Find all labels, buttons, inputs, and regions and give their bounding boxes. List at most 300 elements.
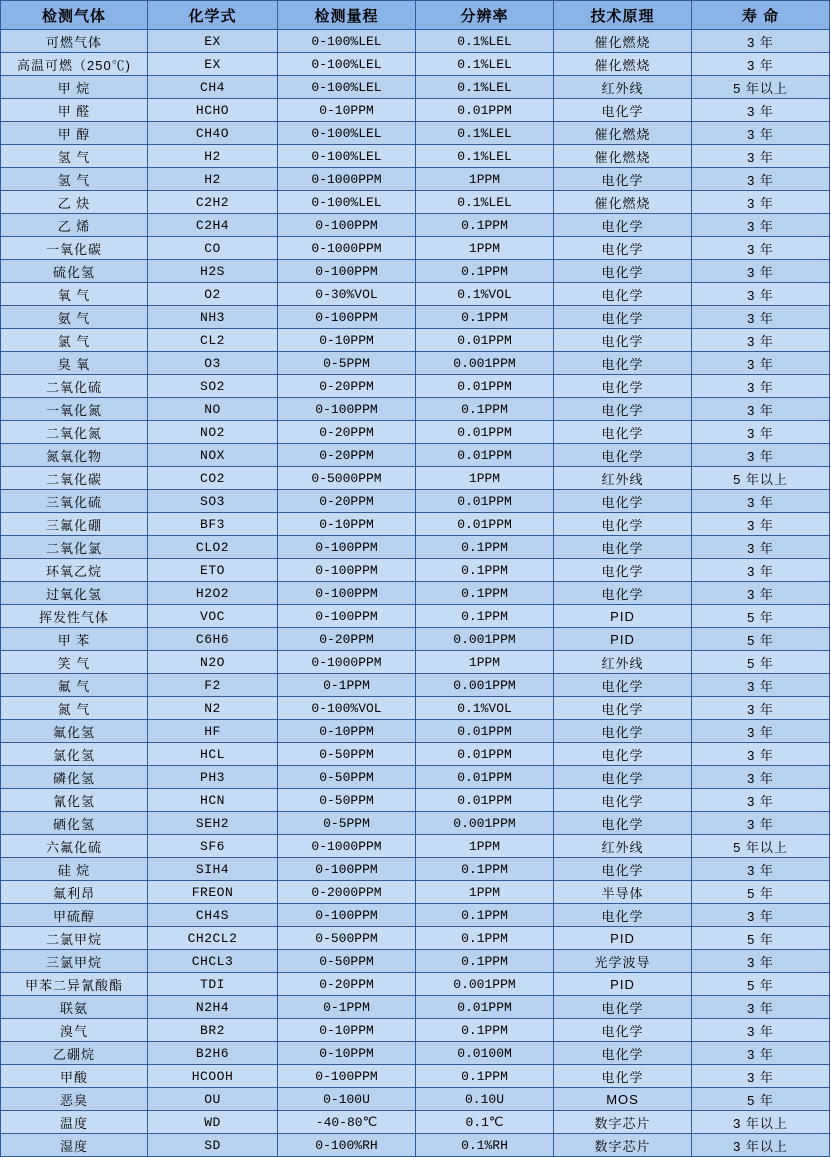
cell-range: 0-100PPM xyxy=(278,260,416,283)
cell-technology: 电化学 xyxy=(554,398,692,421)
table-row xyxy=(1,812,830,835)
table-row xyxy=(1,30,830,53)
cell-range: 0-2000PPM xyxy=(278,881,416,904)
cell-lifetime: 5 年 xyxy=(692,628,830,651)
cell-formula: SEH2 xyxy=(148,812,278,835)
cell-lifetime: 3 年 xyxy=(692,582,830,605)
cell-range: 0-10PPM xyxy=(278,99,416,122)
cell-formula: O2 xyxy=(148,283,278,306)
table-row xyxy=(1,743,830,766)
cell-gas-name: 氯化氢 xyxy=(1,743,148,766)
cell-formula: HCN xyxy=(148,789,278,812)
table-header xyxy=(1,1,830,30)
table-row xyxy=(1,536,830,559)
cell-resolution: 0.1PPM xyxy=(416,559,554,582)
cell-lifetime: 3 年 xyxy=(692,858,830,881)
cell-lifetime: 3 年 xyxy=(692,720,830,743)
cell-resolution: 0.01PPM xyxy=(416,789,554,812)
cell-resolution: 0.1%VOL xyxy=(416,697,554,720)
cell-resolution: 0.01PPM xyxy=(416,766,554,789)
cell-gas-name: 二氧化氯 xyxy=(1,536,148,559)
cell-gas-name: 高温可燃（250℃) xyxy=(1,53,148,76)
cell-resolution: 0.1%LEL xyxy=(416,122,554,145)
cell-technology: PID xyxy=(554,628,692,651)
cell-technology: 半导体 xyxy=(554,881,692,904)
cell-lifetime: 3 年 xyxy=(692,53,830,76)
cell-range: 0-10PPM xyxy=(278,513,416,536)
cell-resolution: 1PPM xyxy=(416,881,554,904)
table-row xyxy=(1,283,830,306)
cell-formula: H2 xyxy=(148,145,278,168)
table-row xyxy=(1,674,830,697)
cell-lifetime: 3 年 xyxy=(692,30,830,53)
cell-lifetime: 3 年 xyxy=(692,375,830,398)
cell-range: 0-100%LEL xyxy=(278,30,416,53)
cell-lifetime: 5 年以上 xyxy=(692,76,830,99)
cell-formula: N2O xyxy=(148,651,278,674)
cell-gas-name: 温度 xyxy=(1,1111,148,1134)
cell-gas-name: 甲 烷 xyxy=(1,76,148,99)
cell-gas-name: 乙硼烷 xyxy=(1,1042,148,1065)
cell-resolution: 0.1PPM xyxy=(416,536,554,559)
cell-resolution: 0.01PPM xyxy=(416,99,554,122)
cell-lifetime: 3 年 xyxy=(692,214,830,237)
table-header-row xyxy=(1,1,830,30)
table-row xyxy=(1,467,830,490)
cell-gas-name: 过氧化氢 xyxy=(1,582,148,605)
cell-range: 0-100PPM xyxy=(278,306,416,329)
cell-formula: N2 xyxy=(148,697,278,720)
cell-lifetime: 5 年以上 xyxy=(692,835,830,858)
cell-lifetime: 3 年 xyxy=(692,329,830,352)
cell-resolution: 0.01PPM xyxy=(416,513,554,536)
cell-technology: 电化学 xyxy=(554,490,692,513)
cell-gas-name: 乙 炔 xyxy=(1,191,148,214)
cell-lifetime: 5 年 xyxy=(692,881,830,904)
cell-lifetime: 3 年 xyxy=(692,904,830,927)
cell-formula: B2H6 xyxy=(148,1042,278,1065)
cell-formula: VOC xyxy=(148,605,278,628)
cell-formula: NH3 xyxy=(148,306,278,329)
cell-resolution: 0.01PPM xyxy=(416,329,554,352)
cell-gas-name: 甲硫醇 xyxy=(1,904,148,927)
cell-range: 0-100PPM xyxy=(278,605,416,628)
cell-range: 0-100PPM xyxy=(278,582,416,605)
table-row xyxy=(1,605,830,628)
cell-technology: 电化学 xyxy=(554,904,692,927)
cell-resolution: 0.1%LEL xyxy=(416,76,554,99)
cell-gas-name: 环氧乙烷 xyxy=(1,559,148,582)
cell-resolution: 1PPM xyxy=(416,467,554,490)
cell-formula: TDI xyxy=(148,973,278,996)
cell-gas-name: 氟利昂 xyxy=(1,881,148,904)
cell-technology: 电化学 xyxy=(554,858,692,881)
cell-formula: C2H2 xyxy=(148,191,278,214)
cell-gas-name: 氢 气 xyxy=(1,145,148,168)
cell-range: 0-100%LEL xyxy=(278,122,416,145)
table-row xyxy=(1,835,830,858)
cell-gas-name: 甲 醛 xyxy=(1,99,148,122)
cell-lifetime: 3 年 xyxy=(692,766,830,789)
cell-technology: 电化学 xyxy=(554,306,692,329)
cell-formula: HF xyxy=(148,720,278,743)
cell-gas-name: 氮氧化物 xyxy=(1,444,148,467)
cell-range: 0-1PPM xyxy=(278,996,416,1019)
cell-technology: 电化学 xyxy=(554,260,692,283)
cell-lifetime: 3 年 xyxy=(692,444,830,467)
cell-technology: 电化学 xyxy=(554,720,692,743)
cell-gas-name: 溴气 xyxy=(1,1019,148,1042)
cell-technology: MOS xyxy=(554,1088,692,1111)
cell-formula: ETO xyxy=(148,559,278,582)
table-row xyxy=(1,582,830,605)
cell-resolution: 0.1%LEL xyxy=(416,53,554,76)
cell-technology: 电化学 xyxy=(554,789,692,812)
cell-range: 0-5000PPM xyxy=(278,467,416,490)
cell-resolution: 0.001PPM xyxy=(416,973,554,996)
cell-range: 0-100%LEL xyxy=(278,145,416,168)
cell-technology: 电化学 xyxy=(554,513,692,536)
cell-range: 0-100PPM xyxy=(278,1065,416,1088)
cell-resolution: 0.01PPM xyxy=(416,444,554,467)
cell-technology: 催化燃烧 xyxy=(554,145,692,168)
cell-range: 0-20PPM xyxy=(278,444,416,467)
cell-formula: C6H6 xyxy=(148,628,278,651)
cell-formula: SIH4 xyxy=(148,858,278,881)
table-row xyxy=(1,490,830,513)
cell-lifetime: 3 年 xyxy=(692,490,830,513)
table-row xyxy=(1,352,830,375)
cell-gas-name: 笑 气 xyxy=(1,651,148,674)
cell-resolution: 0.01PPM xyxy=(416,490,554,513)
cell-resolution: 0.1%RH xyxy=(416,1134,554,1157)
table-row xyxy=(1,421,830,444)
cell-lifetime: 3 年 xyxy=(692,789,830,812)
cell-gas-name: 乙 烯 xyxy=(1,214,148,237)
cell-lifetime: 3 年 xyxy=(692,743,830,766)
cell-range: 0-1PPM xyxy=(278,674,416,697)
cell-range: 0-10PPM xyxy=(278,329,416,352)
cell-formula: C2H4 xyxy=(148,214,278,237)
table-row xyxy=(1,168,830,191)
cell-range: 0-50PPM xyxy=(278,789,416,812)
cell-gas-name: 恶臭 xyxy=(1,1088,148,1111)
cell-range: 0-50PPM xyxy=(278,766,416,789)
cell-technology: 催化燃烧 xyxy=(554,191,692,214)
table-row xyxy=(1,858,830,881)
cell-technology: 数字芯片 xyxy=(554,1134,692,1157)
cell-formula: CH4 xyxy=(148,76,278,99)
cell-lifetime: 3 年 xyxy=(692,260,830,283)
cell-formula: SO2 xyxy=(148,375,278,398)
cell-technology: 电化学 xyxy=(554,1019,692,1042)
cell-gas-name: 一氧化碳 xyxy=(1,237,148,260)
table-row xyxy=(1,651,830,674)
cell-resolution: 0.01PPM xyxy=(416,421,554,444)
cell-resolution: 0.1PPM xyxy=(416,950,554,973)
cell-range: 0-100PPM xyxy=(278,559,416,582)
cell-technology: 电化学 xyxy=(554,421,692,444)
cell-lifetime: 5 年 xyxy=(692,927,830,950)
column-header-technology: 技术原理 xyxy=(554,1,692,30)
cell-range: 0-1000PPM xyxy=(278,835,416,858)
table-row xyxy=(1,398,830,421)
cell-resolution: 0.1PPM xyxy=(416,214,554,237)
cell-technology: 电化学 xyxy=(554,766,692,789)
cell-formula: HCHO xyxy=(148,99,278,122)
cell-technology: 电化学 xyxy=(554,444,692,467)
cell-formula: H2O2 xyxy=(148,582,278,605)
cell-gas-name: 二氯甲烷 xyxy=(1,927,148,950)
table-row xyxy=(1,973,830,996)
cell-resolution: 0.1PPM xyxy=(416,1019,554,1042)
cell-formula: BR2 xyxy=(148,1019,278,1042)
cell-formula: CHCL3 xyxy=(148,950,278,973)
table-row xyxy=(1,628,830,651)
cell-formula: CL2 xyxy=(148,329,278,352)
table-row xyxy=(1,375,830,398)
cell-lifetime: 3 年 xyxy=(692,536,830,559)
cell-range: 0-20PPM xyxy=(278,973,416,996)
cell-gas-name: 氮 气 xyxy=(1,697,148,720)
cell-gas-name: 二氧化硫 xyxy=(1,375,148,398)
cell-formula: H2 xyxy=(148,168,278,191)
cell-technology: 红外线 xyxy=(554,835,692,858)
cell-technology: 电化学 xyxy=(554,214,692,237)
cell-lifetime: 3 年以上 xyxy=(692,1134,830,1157)
cell-range: 0-5PPM xyxy=(278,812,416,835)
column-header-gas-name: 检测气体 xyxy=(1,1,148,30)
cell-range: 0-100%LEL xyxy=(278,76,416,99)
cell-formula: EX xyxy=(148,53,278,76)
cell-range: 0-100%RH xyxy=(278,1134,416,1157)
cell-range: 0-50PPM xyxy=(278,950,416,973)
cell-gas-name: 三氟化硼 xyxy=(1,513,148,536)
cell-resolution: 0.1PPM xyxy=(416,306,554,329)
table-body xyxy=(1,30,830,1157)
cell-technology: 电化学 xyxy=(554,812,692,835)
table-row xyxy=(1,789,830,812)
cell-gas-name: 氟 气 xyxy=(1,674,148,697)
cell-technology: 电化学 xyxy=(554,1042,692,1065)
cell-gas-name: 三氧化硫 xyxy=(1,490,148,513)
table-row xyxy=(1,1111,830,1134)
cell-formula: CLO2 xyxy=(148,536,278,559)
cell-lifetime: 3 年 xyxy=(692,306,830,329)
cell-lifetime: 3 年以上 xyxy=(692,1111,830,1134)
table-row xyxy=(1,1019,830,1042)
cell-resolution: 0.1℃ xyxy=(416,1111,554,1134)
cell-lifetime: 3 年 xyxy=(692,1065,830,1088)
column-header-lifetime: 寿 命 xyxy=(692,1,830,30)
cell-formula: WD xyxy=(148,1111,278,1134)
table-row xyxy=(1,1088,830,1111)
cell-formula: HCL xyxy=(148,743,278,766)
cell-range: 0-20PPM xyxy=(278,375,416,398)
cell-resolution: 1PPM xyxy=(416,835,554,858)
cell-gas-name: 二氧化氮 xyxy=(1,421,148,444)
cell-gas-name: 甲 苯 xyxy=(1,628,148,651)
cell-resolution: 1PPM xyxy=(416,168,554,191)
cell-technology: 电化学 xyxy=(554,352,692,375)
table-row xyxy=(1,191,830,214)
cell-lifetime: 3 年 xyxy=(692,191,830,214)
cell-gas-name: 氢 气 xyxy=(1,168,148,191)
cell-lifetime: 3 年 xyxy=(692,237,830,260)
cell-formula: NOX xyxy=(148,444,278,467)
cell-range: 0-500PPM xyxy=(278,927,416,950)
cell-resolution: 1PPM xyxy=(416,237,554,260)
cell-technology: 红外线 xyxy=(554,76,692,99)
cell-formula: HCOOH xyxy=(148,1065,278,1088)
cell-gas-name: 三氯甲烷 xyxy=(1,950,148,973)
column-header-resolution: 分辨率 xyxy=(416,1,554,30)
table-row xyxy=(1,720,830,743)
cell-resolution: 1PPM xyxy=(416,651,554,674)
cell-range: 0-100U xyxy=(278,1088,416,1111)
cell-range: 0-5PPM xyxy=(278,352,416,375)
cell-range: 0-100%LEL xyxy=(278,53,416,76)
cell-range: 0-50PPM xyxy=(278,743,416,766)
cell-technology: 红外线 xyxy=(554,467,692,490)
cell-technology: 数字芯片 xyxy=(554,1111,692,1134)
cell-gas-name: 氯 气 xyxy=(1,329,148,352)
cell-technology: 电化学 xyxy=(554,168,692,191)
table-row xyxy=(1,950,830,973)
cell-lifetime: 3 年 xyxy=(692,122,830,145)
cell-formula: CH4S xyxy=(148,904,278,927)
table-row xyxy=(1,881,830,904)
cell-formula: O3 xyxy=(148,352,278,375)
cell-gas-name: 磷化氢 xyxy=(1,766,148,789)
cell-gas-name: 臭 氧 xyxy=(1,352,148,375)
cell-range: 0-10PPM xyxy=(278,1019,416,1042)
cell-gas-name: 硒化氢 xyxy=(1,812,148,835)
cell-gas-name: 六氟化硫 xyxy=(1,835,148,858)
cell-gas-name: 氟化氢 xyxy=(1,720,148,743)
cell-technology: PID xyxy=(554,927,692,950)
table-row xyxy=(1,260,830,283)
cell-formula: NO xyxy=(148,398,278,421)
cell-resolution: 0.1%LEL xyxy=(416,30,554,53)
cell-technology: 电化学 xyxy=(554,283,692,306)
cell-range: 0-30%VOL xyxy=(278,283,416,306)
cell-gas-name: 可燃气体 xyxy=(1,30,148,53)
cell-technology: 电化学 xyxy=(554,674,692,697)
cell-formula: BF3 xyxy=(148,513,278,536)
cell-gas-name: 一氧化氮 xyxy=(1,398,148,421)
cell-resolution: 0.01PPM xyxy=(416,375,554,398)
cell-lifetime: 5 年 xyxy=(692,651,830,674)
table-row xyxy=(1,904,830,927)
table-row xyxy=(1,122,830,145)
table-row xyxy=(1,1042,830,1065)
cell-formula: CH4O xyxy=(148,122,278,145)
table-row xyxy=(1,996,830,1019)
cell-formula: F2 xyxy=(148,674,278,697)
cell-technology: 电化学 xyxy=(554,743,692,766)
cell-range: 0-100%VOL xyxy=(278,697,416,720)
cell-lifetime: 3 年 xyxy=(692,674,830,697)
cell-resolution: 0.1PPM xyxy=(416,1065,554,1088)
cell-lifetime: 3 年 xyxy=(692,559,830,582)
cell-technology: 电化学 xyxy=(554,996,692,1019)
cell-gas-name: 氨 气 xyxy=(1,306,148,329)
cell-formula: H2S xyxy=(148,260,278,283)
cell-formula: FREON xyxy=(148,881,278,904)
cell-formula: OU xyxy=(148,1088,278,1111)
cell-gas-name: 硫化氢 xyxy=(1,260,148,283)
column-header-range: 检测量程 xyxy=(278,1,416,30)
cell-resolution: 0.1PPM xyxy=(416,904,554,927)
table-row xyxy=(1,927,830,950)
cell-lifetime: 3 年 xyxy=(692,145,830,168)
cell-lifetime: 3 年 xyxy=(692,398,830,421)
cell-gas-name: 甲苯二异氰酸酯 xyxy=(1,973,148,996)
cell-formula: SD xyxy=(148,1134,278,1157)
cell-technology: 电化学 xyxy=(554,237,692,260)
cell-formula: EX xyxy=(148,30,278,53)
cell-lifetime: 3 年 xyxy=(692,99,830,122)
table-row xyxy=(1,99,830,122)
cell-gas-name: 湿度 xyxy=(1,1134,148,1157)
cell-gas-name: 甲酸 xyxy=(1,1065,148,1088)
table-row xyxy=(1,1134,830,1157)
table-row xyxy=(1,444,830,467)
cell-formula: SF6 xyxy=(148,835,278,858)
cell-resolution: 0.1PPM xyxy=(416,260,554,283)
cell-lifetime: 5 年 xyxy=(692,605,830,628)
cell-lifetime: 3 年 xyxy=(692,421,830,444)
cell-technology: 电化学 xyxy=(554,329,692,352)
cell-gas-name: 硅 烷 xyxy=(1,858,148,881)
cell-lifetime: 3 年 xyxy=(692,352,830,375)
table-row xyxy=(1,53,830,76)
cell-range: 0-100PPM xyxy=(278,214,416,237)
cell-lifetime: 3 年 xyxy=(692,283,830,306)
cell-formula: CO xyxy=(148,237,278,260)
cell-gas-name: 甲 醇 xyxy=(1,122,148,145)
cell-range: 0-1000PPM xyxy=(278,237,416,260)
cell-technology: 电化学 xyxy=(554,582,692,605)
table-row xyxy=(1,329,830,352)
cell-lifetime: 3 年 xyxy=(692,996,830,1019)
cell-technology: 电化学 xyxy=(554,559,692,582)
cell-resolution: 0.10U xyxy=(416,1088,554,1111)
cell-formula: N2H4 xyxy=(148,996,278,1019)
cell-technology: 催化燃烧 xyxy=(554,53,692,76)
cell-technology: 电化学 xyxy=(554,536,692,559)
cell-resolution: 0.1PPM xyxy=(416,582,554,605)
cell-range: 0-20PPM xyxy=(278,490,416,513)
table-row xyxy=(1,214,830,237)
table-row xyxy=(1,76,830,99)
cell-technology: PID xyxy=(554,605,692,628)
table-row xyxy=(1,513,830,536)
cell-range: 0-1000PPM xyxy=(278,651,416,674)
table-row xyxy=(1,1065,830,1088)
cell-resolution: 0.1%VOL xyxy=(416,283,554,306)
cell-range: 0-100PPM xyxy=(278,858,416,881)
cell-technology: 电化学 xyxy=(554,697,692,720)
cell-formula: CO2 xyxy=(148,467,278,490)
cell-lifetime: 3 年 xyxy=(692,168,830,191)
cell-lifetime: 3 年 xyxy=(692,1042,830,1065)
cell-lifetime: 3 年 xyxy=(692,812,830,835)
cell-resolution: 0.01PPM xyxy=(416,996,554,1019)
cell-formula: PH3 xyxy=(148,766,278,789)
cell-technology: 电化学 xyxy=(554,375,692,398)
